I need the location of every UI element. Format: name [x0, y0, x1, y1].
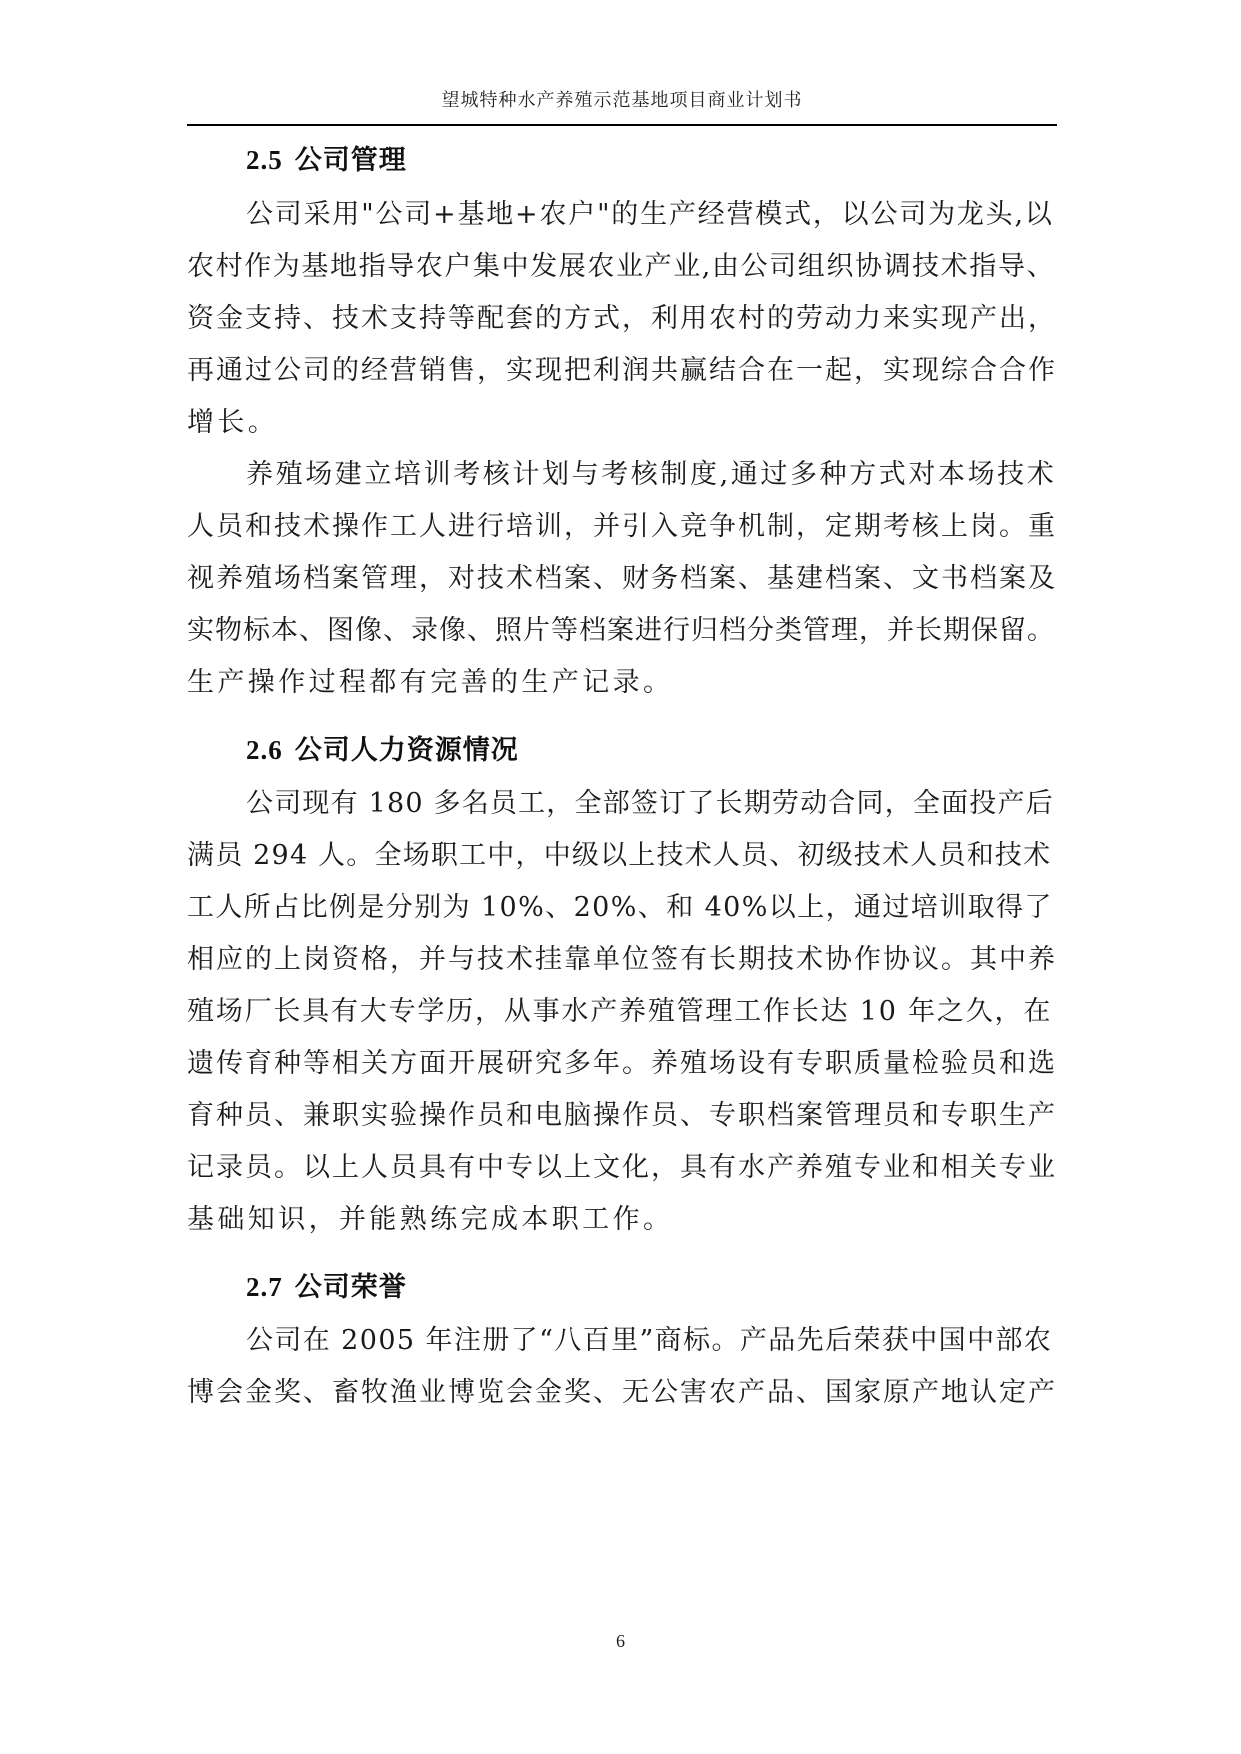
paragraph-line: 增长。: [187, 407, 279, 438]
paragraph-line: 人员和技术操作工人进行培训，并引入竞争机制，定期考核上岗。重: [187, 511, 1057, 542]
paragraph-line: 遗传育种等相关方面开展研究多年。养殖场设有专职质量检验员和选: [187, 1048, 1057, 1079]
paragraph-line: 生产操作过程都有完善的生产记录。: [187, 667, 674, 698]
paragraph-line: 基础知识，并能熟练完成本职工作。: [187, 1204, 674, 1235]
running-header: 望城特种水产养殖示范基地项目商业计划书: [441, 90, 803, 111]
section-heading-2-6: [246, 728, 519, 767]
page-number: 6: [616, 1631, 625, 1651]
paragraph-line: 育种员、兼职实验操作员和电脑操作员、专职档案管理员和专职生产: [187, 1100, 1057, 1131]
section-title: 公司管理: [294, 145, 407, 176]
paragraph-line: 相应的上岗资格，并与技术挂靠单位签有长期技术协作协议。其中养: [187, 944, 1057, 975]
section-number: 2.6: [246, 735, 283, 765]
paragraph-line: 实物标本、图像、录像、照片等档案进行归档分类管理，并长期保留。: [187, 615, 1055, 646]
header-rule: [187, 124, 1057, 126]
section-heading-2-7: [246, 1265, 407, 1304]
paragraph-line: 记录员。以上人员具有中专以上文化，具有水产养殖专业和相关专业: [187, 1152, 1057, 1183]
paragraph-line: 养殖场建立培训考核计划与考核制度,通过多种方式对本场技术: [246, 459, 1057, 490]
section-number: 2.7: [246, 1272, 283, 1302]
section-title: 公司人力资源情况: [294, 735, 519, 766]
paragraph-line: 博会金奖、畜牧渔业博览会金奖、无公害农产品、国家原产地认定产: [187, 1377, 1057, 1408]
paragraph-line: 资金支持、技术支持等配套的方式，利用农村的劳动力来实现产出，: [187, 303, 1057, 334]
section-title: 公司荣誉: [294, 1272, 407, 1303]
paragraph-line: 农村作为基地指导农户集中发展农业产业,由公司组织协调技术指导、: [187, 251, 1056, 282]
paragraph-line: 工人所占比例是分别为 10%、20%、和 40%以上，通过培训取得了: [187, 892, 1053, 923]
section-heading-2-5: [246, 138, 407, 177]
paragraph-line: 满员 294 人。全场职工中，中级以上技术人员、初级技术人员和技术: [187, 840, 1052, 871]
paragraph-line: 公司在 2005 年注册了“八百里”商标。产品先后荣获中国中部农: [246, 1325, 1053, 1356]
paragraph-line: 视养殖场档案管理，对技术档案、财务档案、基建档案、文书档案及: [187, 563, 1057, 594]
paragraph-line: 公司采用"公司+基地+农户"的生产经营模式，以公司为龙头,以: [246, 199, 1054, 230]
section-number: 2.5: [246, 145, 283, 175]
paragraph-line: 殖场厂长具有大专学历，从事水产养殖管理工作长达 10 年之久，在: [187, 996, 1053, 1027]
paragraph-line: 公司现有 180 多名员工，全部签订了长期劳动合同，全面投产后: [246, 788, 1054, 819]
paragraph-line: 再通过公司的经营销售，实现把利润共赢结合在一起，实现综合合作: [187, 355, 1057, 386]
